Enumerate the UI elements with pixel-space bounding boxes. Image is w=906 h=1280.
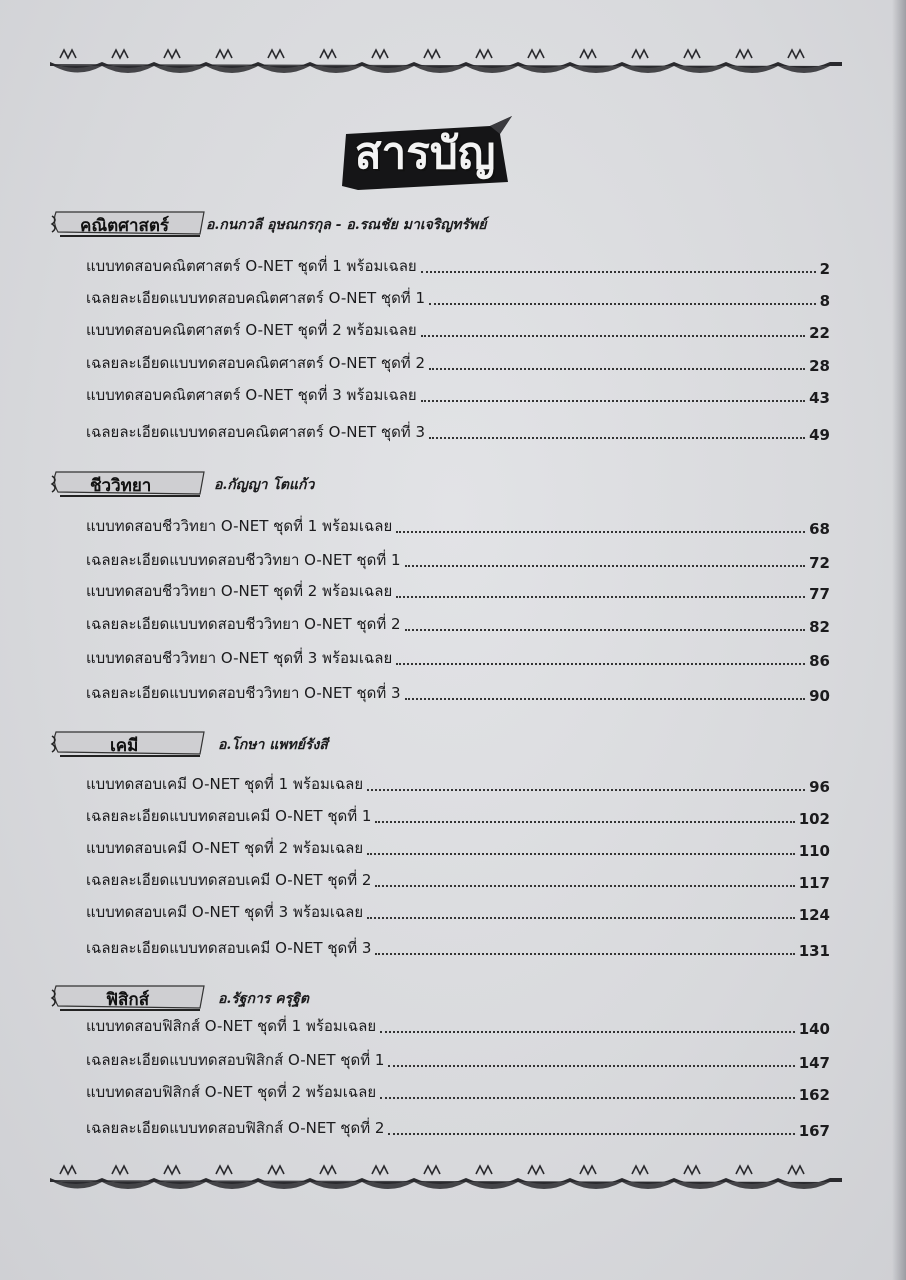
page-number: 102: [798, 810, 830, 828]
page-number: 49: [809, 426, 830, 444]
top-decorative-border: [46, 40, 846, 80]
subject-label: ฟิสิกส์: [106, 990, 150, 1010]
toc-entry[interactable]: [86, 1116, 830, 1140]
toc-entry[interactable]: [86, 254, 830, 278]
page-number: 110: [798, 842, 830, 860]
dot-leader: [388, 1065, 794, 1067]
entry-title: แบบทดสอบคณิตศาสตร์ O-NET ชุดที่ 2 พร้อมเฉลย: [86, 321, 417, 339]
entry-title: แบบทดสอบชีววิทยา O-NET ชุดที่ 3 พร้อมเฉลย: [86, 649, 393, 667]
toc-entry[interactable]: [86, 804, 830, 828]
page-number: 162: [798, 1086, 830, 1104]
toc-entry[interactable]: [86, 681, 830, 705]
author-name: อ.รัฐการ ครุฐิต: [218, 991, 309, 1007]
toc-entry[interactable]: [86, 868, 830, 892]
dot-leader: [380, 1097, 795, 1099]
page-number: 22: [809, 324, 830, 342]
subject-label: ชีววิทยา: [90, 476, 152, 496]
page-number: 68: [809, 520, 830, 538]
page-number: 43: [809, 389, 830, 407]
section-header: [0, 726, 906, 760]
page-number: 124: [798, 906, 830, 924]
entry-title: แบบทดสอบเคมี O-NET ชุดที่ 2 พร้อมเฉลย: [86, 839, 364, 857]
page-number: 28: [809, 357, 830, 375]
toc-entry[interactable]: [86, 836, 830, 860]
page-number: 140: [798, 1020, 830, 1038]
entry-title: แบบทดสอบเคมี O-NET ชุดที่ 3 พร้อมเฉลย: [86, 903, 364, 921]
dot-leader: [375, 821, 794, 823]
toc-entry[interactable]: [86, 936, 830, 960]
dot-leader: [421, 335, 805, 337]
subject-label: เคมี: [110, 736, 139, 756]
section-header: [0, 466, 906, 500]
entry-title: เฉลยละเอียดแบบทดสอบคณิตศาสตร์ O-NET ชุดที่ 3: [86, 423, 426, 441]
toc-entry[interactable]: [86, 548, 830, 572]
dot-leader: [405, 698, 806, 700]
toc-entry[interactable]: [86, 420, 830, 444]
page-number: 90: [809, 687, 830, 705]
toc-entry[interactable]: [86, 1080, 830, 1104]
dot-leader: [388, 1133, 794, 1135]
entry-title: แบบทดสอบฟิสิกส์ O-NET ชุดที่ 1 พร้อมเฉลย: [86, 1017, 377, 1035]
page-number: 117: [798, 874, 830, 892]
dot-leader: [421, 400, 805, 402]
subject-label: คณิตศาสตร์: [80, 216, 170, 236]
entry-title: เฉลยละเอียดแบบทดสอบเคมี O-NET ชุดที่ 1: [86, 807, 372, 825]
dot-leader: [375, 953, 794, 955]
entry-title: เฉลยละเอียดแบบทดสอบคณิตศาสตร์ O-NET ชุดที่ 1: [86, 289, 426, 307]
dot-leader: [367, 853, 795, 855]
toc-entry[interactable]: [86, 514, 830, 538]
page-number: 96: [809, 778, 830, 796]
toc-entry[interactable]: [86, 579, 830, 603]
author-name: อ.กนกวลี อุษณกรกุล - อ.รณชัย มาเจริญทรัพย์: [206, 217, 487, 233]
dot-leader: [421, 271, 816, 273]
entry-title: เฉลยละเอียดแบบทดสอบฟิสิกส์ O-NET ชุดที่ 1: [86, 1051, 385, 1069]
page-number: 167: [798, 1122, 830, 1140]
dot-leader: [367, 917, 795, 919]
entry-title: เฉลยละเอียดแบบทดสอบชีววิทยา O-NET ชุดที่ 1: [86, 551, 401, 569]
entry-title: เฉลยละเอียดแบบทดสอบฟิสิกส์ O-NET ชุดที่ 2: [86, 1119, 385, 1137]
dot-leader: [429, 368, 805, 370]
dot-leader: [396, 596, 805, 598]
page-number: 147: [798, 1054, 830, 1072]
page-title: สารบัญ: [354, 128, 496, 179]
toc-entry[interactable]: [86, 772, 830, 796]
toc-entry[interactable]: [86, 318, 830, 342]
entry-title: แบบทดสอบคณิตศาสตร์ O-NET ชุดที่ 1 พร้อมเฉลย: [86, 257, 417, 275]
entry-title: เฉลยละเอียดแบบทดสอบชีววิทยา O-NET ชุดที่ 3: [86, 684, 401, 702]
bottom-decorative-border: [46, 1160, 846, 1200]
dot-leader: [405, 629, 806, 631]
page-number: 8: [819, 292, 830, 310]
page-number: 77: [809, 585, 830, 603]
dot-leader: [396, 663, 805, 665]
entry-title: เฉลยละเอียดแบบทดสอบคณิตศาสตร์ O-NET ชุดที่ 2: [86, 354, 426, 372]
page-number: 82: [809, 618, 830, 636]
dot-leader: [429, 437, 805, 439]
page-number: 86: [809, 652, 830, 670]
page-number: 2: [819, 260, 830, 278]
author-name: อ.กัญญา โตแก้ว: [214, 477, 315, 493]
toc-entry[interactable]: [86, 1014, 830, 1038]
dot-leader: [367, 789, 805, 791]
page-edge-shadow: [892, 0, 906, 1280]
entry-title: แบบทดสอบชีววิทยา O-NET ชุดที่ 2 พร้อมเฉลย: [86, 582, 393, 600]
page-number: 72: [809, 554, 830, 572]
entry-title: แบบทดสอบคณิตศาสตร์ O-NET ชุดที่ 3 พร้อมเฉลย: [86, 386, 417, 404]
section-header: [0, 206, 906, 240]
title-banner: [340, 112, 520, 192]
toc-entry[interactable]: [86, 383, 830, 407]
page-number: 131: [798, 942, 830, 960]
dot-leader: [380, 1031, 795, 1033]
dot-leader: [375, 885, 794, 887]
entry-title: แบบทดสอบฟิสิกส์ O-NET ชุดที่ 2 พร้อมเฉลย: [86, 1083, 377, 1101]
author-name: อ.โกษา แพทย์รังสี: [218, 737, 328, 753]
toc-entry[interactable]: [86, 900, 830, 924]
dot-leader: [405, 565, 806, 567]
entry-title: แบบทดสอบชีววิทยา O-NET ชุดที่ 1 พร้อมเฉลย: [86, 517, 393, 535]
toc-entry[interactable]: [86, 286, 830, 310]
toc-entry[interactable]: [86, 646, 830, 670]
section-header: [0, 980, 906, 1014]
entry-title: เฉลยละเอียดแบบทดสอบเคมี O-NET ชุดที่ 2: [86, 871, 372, 889]
dot-leader: [429, 303, 816, 305]
dot-leader: [396, 531, 805, 533]
toc-entry[interactable]: [86, 1048, 830, 1072]
entry-title: เฉลยละเอียดแบบทดสอบเคมี O-NET ชุดที่ 3: [86, 939, 372, 957]
toc-entry[interactable]: [86, 351, 830, 375]
toc-entry[interactable]: [86, 612, 830, 636]
entry-title: แบบทดสอบเคมี O-NET ชุดที่ 1 พร้อมเฉลย: [86, 775, 364, 793]
entry-title: เฉลยละเอียดแบบทดสอบชีววิทยา O-NET ชุดที่ 2: [86, 615, 401, 633]
